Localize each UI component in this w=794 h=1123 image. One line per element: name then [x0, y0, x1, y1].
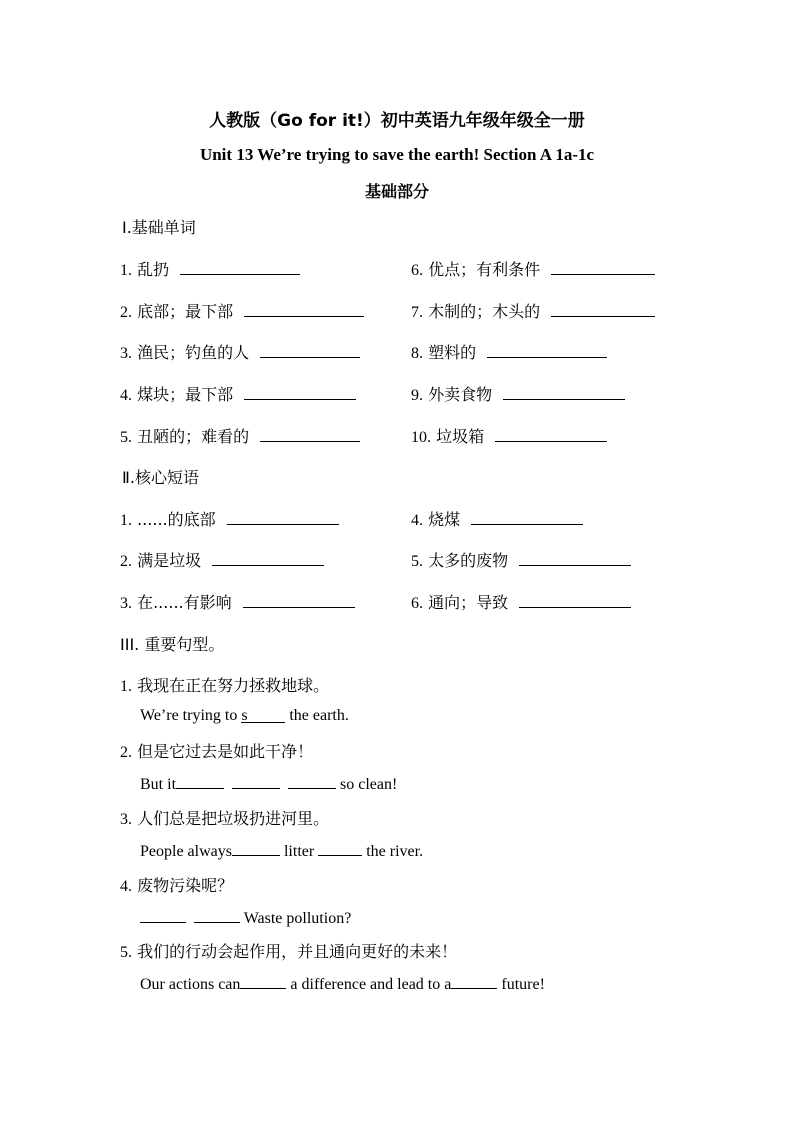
item-number: 1. [120, 512, 132, 529]
chinese-text: 但是它过去是如此干净！ [137, 742, 314, 761]
answer-blank[interactable] [551, 259, 655, 275]
item-text: 煤块；最下部 [137, 385, 234, 404]
sentence-english [140, 973, 545, 994]
answer-blank[interactable] [140, 907, 186, 923]
english-text: future! [497, 976, 545, 993]
answer-blank[interactable] [318, 840, 362, 856]
answer-blank[interactable] [244, 301, 364, 317]
item-number: 3. [120, 811, 132, 828]
phrase-item [120, 548, 324, 571]
word-item [120, 340, 360, 363]
item-number: 4. [120, 878, 132, 895]
word-item [120, 257, 300, 280]
chinese-text: 废物污染呢？ [137, 876, 234, 895]
english-text: Waste pollution? [240, 910, 352, 927]
word-item [411, 299, 655, 322]
item-text: 外卖食物 [428, 385, 493, 404]
section-2-heading: Ⅱ.核心短语 [122, 468, 199, 487]
unit-subtitle: Unit 13 We’re trying to save the earth! Section A 1a-1c [199, 145, 595, 164]
english-text: a difference and lead to a [286, 976, 452, 993]
sentence-chinese [120, 939, 457, 962]
sentence-chinese [120, 806, 329, 829]
item-number: 2. [120, 304, 132, 321]
answer-blank[interactable] [194, 907, 240, 923]
item-number: 2. [120, 744, 132, 761]
item-text: ......的底部 [137, 510, 216, 529]
item-number: 4. [120, 387, 132, 404]
part-heading: 基础部分 [364, 182, 429, 201]
sentence-english [140, 907, 351, 928]
phrase-item [120, 507, 339, 530]
item-number: 9. [411, 387, 423, 404]
sentence-chinese [120, 673, 329, 696]
english-text: But it [140, 776, 177, 793]
item-number: 1. [120, 262, 132, 279]
phrase-item [411, 590, 631, 613]
hint-letter: s [241, 707, 248, 724]
item-number: 10. [411, 429, 431, 446]
document-title: 人教版（Go for it!）初中英语九年级年级全一册 [209, 111, 585, 131]
item-number: 7. [411, 304, 423, 321]
item-text: 底部；最下部 [137, 302, 234, 321]
item-text: 优点；有利条件 [428, 260, 541, 279]
item-text: 烧煤 [428, 510, 461, 529]
item-number: 2. [120, 553, 132, 570]
item-number: 3. [120, 595, 132, 612]
english-text: the river. [362, 843, 424, 860]
item-text: 渔民；钓鱼的人 [137, 343, 250, 362]
word-item [411, 257, 655, 280]
item-text: 在......有影响 [137, 593, 232, 612]
item-number: 3. [120, 345, 132, 362]
answer-blank[interactable] [180, 259, 300, 275]
answer-blank[interactable] [240, 973, 286, 989]
item-text: 木制的；木头的 [428, 302, 541, 321]
word-item [120, 424, 360, 447]
english-text: so clean! [336, 776, 398, 793]
answer-blank[interactable] [503, 384, 625, 400]
answer-blank[interactable] [232, 773, 280, 789]
item-number: 1. [120, 678, 132, 695]
item-number: 5. [120, 429, 132, 446]
answer-blank[interactable] [487, 342, 607, 358]
answer-blank[interactable] [227, 509, 339, 525]
item-number: 8. [411, 345, 423, 362]
item-text: 满是垃圾 [137, 551, 202, 570]
sentence-english [140, 707, 349, 725]
section-3-heading: III. 重要句型。 [120, 635, 225, 654]
answer-blank[interactable] [495, 426, 607, 442]
answer-blank[interactable] [212, 550, 324, 566]
answer-blank[interactable] [519, 592, 631, 608]
answer-blank[interactable] [260, 342, 360, 358]
word-item [411, 424, 607, 447]
answer-blank[interactable] [244, 384, 356, 400]
answer-blank[interactable] [241, 707, 285, 723]
section-1-heading: Ⅰ.基础单词 [122, 218, 196, 237]
word-item [411, 382, 625, 405]
sentence-chinese [120, 739, 313, 762]
answer-blank[interactable] [232, 840, 280, 856]
word-item [120, 382, 356, 405]
item-number: 4. [411, 512, 423, 529]
chinese-text: 人们总是把垃圾扔进河里。 [137, 809, 330, 828]
item-text: 垃圾箱 [436, 427, 485, 446]
answer-blank[interactable] [519, 550, 631, 566]
item-text: 塑料的 [428, 343, 477, 362]
answer-blank[interactable] [176, 773, 224, 789]
item-text: 乱扔 [137, 260, 170, 279]
english-text: People always [140, 843, 232, 860]
phrase-item [120, 590, 355, 613]
answer-blank[interactable] [451, 973, 497, 989]
answer-blank[interactable] [260, 426, 360, 442]
item-text: 丑陋的；难看的 [137, 427, 250, 446]
word-item [411, 340, 607, 363]
answer-blank[interactable] [243, 592, 355, 608]
english-text: the earth. [285, 707, 349, 724]
phrase-item [411, 548, 631, 571]
sentence-chinese [120, 873, 233, 896]
sentence-english [140, 773, 397, 794]
phrase-item [411, 507, 583, 530]
english-text: We’re trying to [140, 707, 242, 724]
word-item [120, 299, 364, 322]
english-text: Our actions can [140, 976, 241, 993]
answer-blank[interactable] [288, 773, 336, 789]
sentence-english [140, 840, 423, 861]
item-number: 5. [411, 553, 423, 570]
item-number: 6. [411, 262, 423, 279]
english-text: litter [279, 843, 319, 860]
item-text: 太多的废物 [428, 551, 509, 570]
item-text: 通向；导致 [428, 593, 509, 612]
item-number: 6. [411, 595, 423, 612]
answer-blank[interactable] [471, 509, 583, 525]
answer-blank[interactable] [551, 301, 655, 317]
chinese-text: 我现在正在努力拯救地球。 [137, 676, 330, 695]
chinese-text: 我们的行动会起作用，并且通向更好的未来！ [137, 942, 458, 961]
item-number: 5. [120, 944, 132, 961]
